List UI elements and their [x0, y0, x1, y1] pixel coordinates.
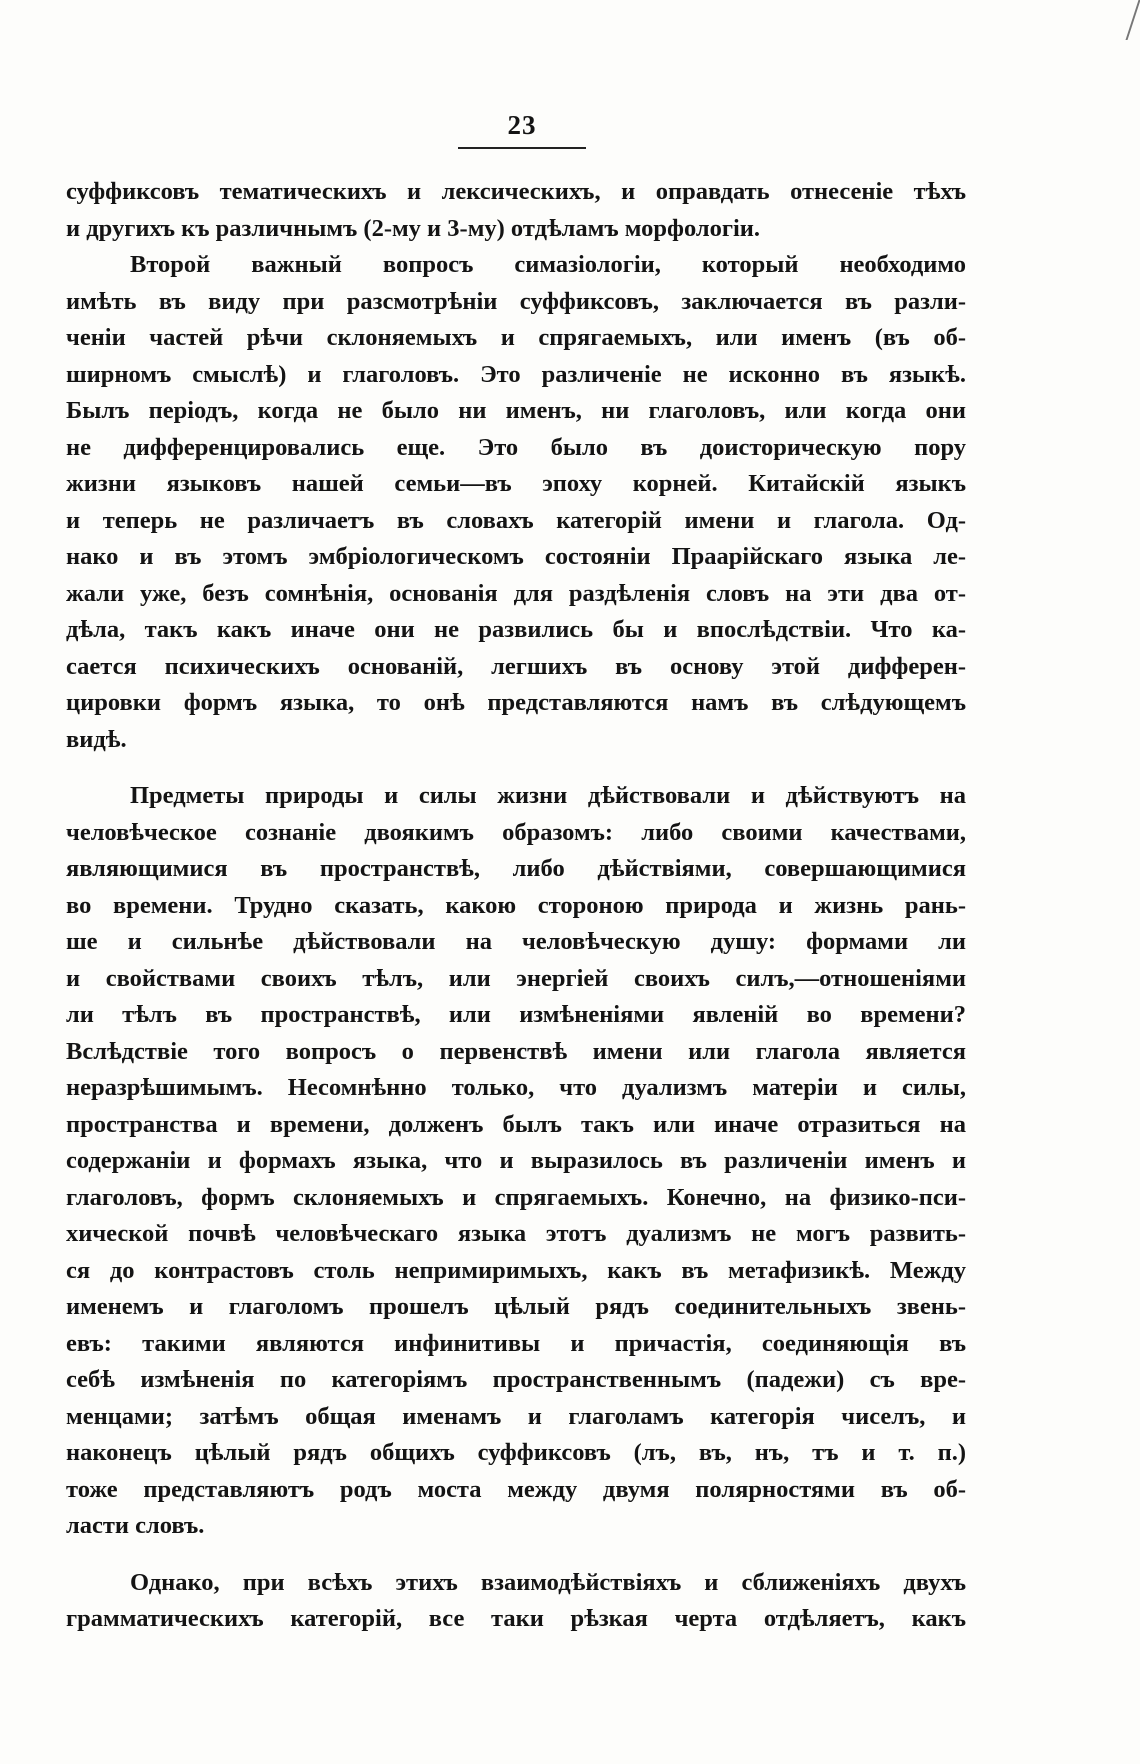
text-line: Вслѣдствіе того вопросъ о первенствѣ имени или глагола является — [66, 1037, 966, 1065]
paragraph-gap — [66, 758, 966, 778]
page-number: 23 — [507, 110, 537, 140]
text-line: ласти словъ. — [66, 1512, 205, 1539]
page-number-rule — [458, 147, 586, 149]
text-line: и свойствами своихъ тѣлъ, или энергіей своихъ силъ,—отношеніями — [66, 964, 966, 992]
text-line: грамматическихъ категорій, все таки рѣзкая черта отдѣляетъ, какъ — [66, 1605, 966, 1632]
text-line: ше и сильнѣе дѣйствовали на человѣческую душу: формами ли — [66, 928, 966, 955]
text-line: дѣла, такъ какъ иначе они не развились бы и впослѣдствіи. Что ка- — [66, 616, 966, 643]
text-line: наконецъ цѣлый рядъ общихъ суффиксовъ (лъ, въ, нъ, тъ и т. п.) — [66, 1439, 966, 1466]
text-line: видѣ. — [66, 725, 127, 753]
text-line: Однако, при всѣхъ этихъ взаимодѣйствіяхъ и сближеніяхъ двухъ — [130, 1568, 966, 1596]
text-line: именемъ и глаголомъ прошелъ цѣлый рядъ соединительныхъ звень- — [66, 1293, 966, 1320]
paragraph-1 — [66, 247, 966, 758]
text-line: сается психическихъ основаній, легшихъ въ основу этой дифферен- — [66, 652, 966, 680]
text-line: Предметы природы и силы жизни дѣйствовали и дѣйствуютъ на — [130, 782, 966, 809]
text-line: менцами; затѣмъ общая именамъ и глаголамъ категорія чиселъ, и — [66, 1402, 966, 1430]
paragraph-0 — [66, 174, 966, 247]
text-line: не дифференцировались еще. Это было въ доисторическую пору — [66, 433, 966, 461]
text-line: жизни языковъ нашей семьи—въ эпоху корней. Китайскій языкъ — [66, 470, 966, 497]
text-line: и другихъ къ различнымъ (2-му и 3-му) отдѣламъ морфологіи. — [66, 214, 761, 242]
scan-corner-mark — [1112, 0, 1140, 40]
text-line: глаголовъ, формъ склоняемыхъ и спрягаемыхъ. Конечно, на физико-пси- — [66, 1183, 966, 1211]
paragraph-3 — [66, 1565, 966, 1638]
text-line: цировки формъ языка, то онѣ представляются намъ въ слѣдующемъ — [66, 689, 966, 716]
text-line: и теперь не различаетъ въ словахъ категорій имени и глагола. Од- — [66, 506, 966, 534]
text-line: нако и въ этомъ эмбріологическомъ состояніи Праарійскаго языка ле- — [66, 543, 966, 570]
text-line: содержаніи и формахъ языка, что и выразилось въ различеніи именъ и — [66, 1147, 966, 1174]
text-line: ширномъ смыслѣ) и глаголовъ. Это различеніе не исконно въ языкѣ. — [66, 360, 966, 388]
text-line: ли тѣлъ въ пространствѣ, или измѣненіями явленій во времени? — [66, 1001, 966, 1028]
text-line: хической почвѣ человѣческаго языка этотъ дуализмъ не могъ развить- — [66, 1220, 966, 1247]
text-line: Былъ періодъ, когда не было ни именъ, ни глаголовъ, или когда они — [66, 397, 966, 424]
text-line: имѣть въ виду при разсмотрѣніи суффиксовъ, заключается въ разли- — [66, 287, 966, 315]
body-text — [66, 174, 966, 1638]
text-line: пространства и времени, долженъ былъ такъ или иначе отразиться на — [66, 1110, 966, 1138]
text-line: суффиксовъ тематическихъ и лексическихъ, и оправдать отнесеніе тѣхъ — [66, 178, 966, 205]
text-line: ся до контрастовъ столь непримиримыхъ, какъ въ метафизикѣ. Между — [66, 1256, 966, 1284]
text-line: неразрѣшимымъ. Несомнѣнно только, что дуализмъ матеріи и силы, — [66, 1074, 966, 1101]
text-line: Второй важный вопросъ симазіологіи, который необходимо — [130, 251, 966, 278]
paragraph-gap — [66, 1545, 966, 1565]
paragraph-2 — [66, 778, 966, 1545]
text-line: евъ: такими являются инфинитивы и причастія, соединяющія въ — [66, 1329, 966, 1357]
text-line: являющимися въ пространствѣ, либо дѣйствіями, совершающимися — [66, 855, 966, 882]
text-line: человѣческое сознаніе двоякимъ образомъ: либо своими качествами, — [66, 818, 966, 846]
text-line: себѣ измѣненія по категоріямъ пространственнымъ (падежи) съ вре- — [66, 1366, 966, 1393]
text-line: во времени. Трудно сказать, какою стороною природа и жизнь рань- — [66, 891, 966, 919]
text-line: жали уже, безъ сомнѣнія, основанія для раздѣленія словъ на эти два от- — [66, 579, 966, 607]
text-line: ченіи частей рѣчи склоняемыхъ и спрягаемыхъ, или именъ (въ об- — [66, 324, 966, 351]
text-line: тоже представляютъ родъ моста между двумя полярностями въ об- — [66, 1475, 966, 1503]
